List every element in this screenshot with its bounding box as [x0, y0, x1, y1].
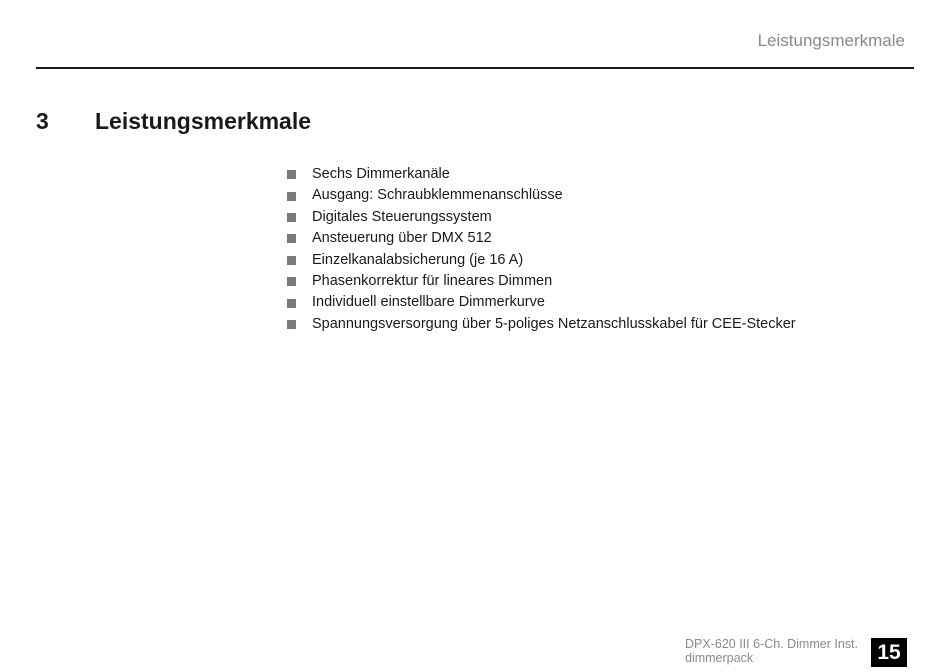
feature-text: Digitales Steuerungssystem — [312, 208, 492, 225]
square-bullet-icon — [287, 277, 296, 286]
page-number-badge: 15 — [871, 638, 907, 667]
feature-text: Phasenkorrektur für lineares Dimmen — [312, 272, 553, 289]
chapter-heading — [36, 108, 311, 135]
footer-product-line-2: dimmerpack — [685, 651, 754, 665]
square-bullet-icon — [287, 320, 296, 329]
square-bullet-icon — [287, 170, 296, 179]
feature-text: Ausgang: Schraubklemmenanschlüsse — [312, 187, 563, 204]
feature-text: Spannungsversorgung über 5-poliges Netzanschlusskabel für CEE-Stecker — [312, 315, 796, 332]
chapter-number: 3 — [36, 108, 49, 134]
square-bullet-icon — [287, 299, 296, 308]
feature-list — [287, 164, 796, 335]
running-header-title: Leistungsmerkmale — [757, 31, 905, 50]
square-bullet-icon — [287, 213, 296, 222]
list-item — [287, 164, 796, 185]
list-item — [287, 271, 796, 292]
feature-text: Sechs Dimmerkanäle — [312, 166, 450, 182]
list-item — [287, 228, 796, 249]
list-item — [287, 314, 796, 335]
list-item — [287, 292, 796, 313]
square-bullet-icon — [287, 256, 296, 265]
list-item — [287, 207, 796, 228]
feature-text: Individuell einstellbare Dimmerkurve — [312, 294, 545, 311]
header-divider — [36, 67, 914, 69]
square-bullet-icon — [287, 234, 296, 243]
chapter-title: Leistungsmerkmale — [95, 108, 312, 134]
feature-text: Ansteuerung über DMX 512 — [312, 230, 492, 247]
feature-text: Einzelkanalabsicherung (je 16 A) — [312, 251, 524, 268]
square-bullet-icon — [287, 192, 296, 201]
footer-product-line-1: DPX-620 III 6-Ch. Dimmer Inst. — [685, 637, 858, 651]
footer-product-name — [685, 637, 858, 665]
list-item — [287, 185, 796, 206]
list-item — [287, 250, 796, 271]
